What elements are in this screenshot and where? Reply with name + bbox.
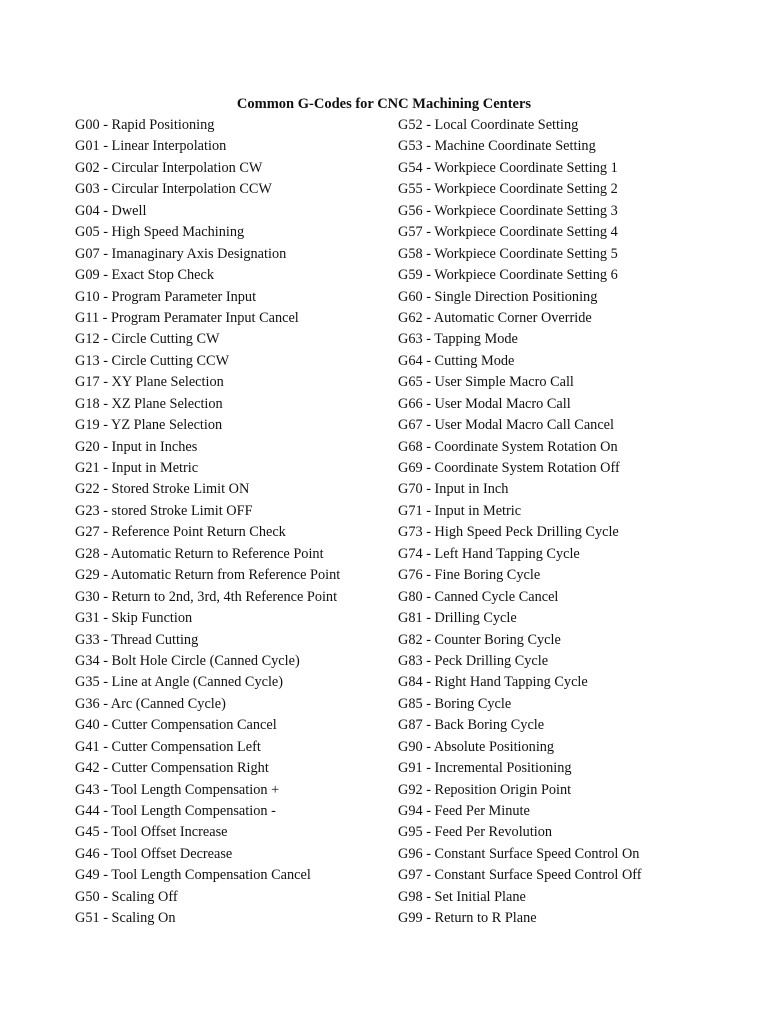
gcode-list-item: G40 - Cutter Compensation Cancel	[75, 717, 277, 734]
gcode-list-item: G68 - Coordinate System Rotation On	[398, 438, 618, 455]
gcode-list-item: G46 - Tool Offset Decrease	[75, 845, 233, 862]
gcode-list-item: G23 - stored Stroke Limit OFF	[75, 502, 253, 519]
gcode-list-item: G92 - Reposition Origin Point	[398, 781, 572, 798]
right-code-column	[398, 115, 738, 930]
gcode-list-item: G98 - Set Initial Plane	[398, 888, 526, 905]
gcode-list-item: G49 - Tool Length Compensation Cancel	[75, 867, 311, 884]
gcode-list-item: G11 - Program Peramater Input Cancel	[75, 309, 299, 326]
gcode-list-item: G62 - Automatic Corner Override	[398, 309, 592, 326]
gcode-list-item: G55 - Workpiece Coordinate Setting 2	[398, 181, 618, 198]
gcode-list-item: G95 - Feed Per Revolution	[398, 824, 553, 841]
gcode-list-item: G50 - Scaling Off	[75, 888, 178, 905]
gcode-list-item: G43 - Tool Length Compensation +	[75, 781, 280, 798]
gcode-list-item: G94 - Feed Per Minute	[398, 803, 530, 819]
gcode-list-item: G42 - Cutter Compensation Right	[75, 760, 269, 777]
gcode-list-item: G02 - Circular Interpolation CW	[75, 159, 263, 176]
gcode-list-item: G87 - Back Boring Cycle	[398, 717, 545, 734]
gcode-list-item: G12 - Circle Cutting CW	[75, 331, 220, 348]
gcode-list-item: G45 - Tool Offset Increase	[75, 824, 228, 841]
gcode-list-item: G65 - User Simple Macro Call	[398, 374, 574, 391]
gcode-list-item: G85 - Boring Cycle	[398, 695, 512, 712]
gcode-list-item: G41 - Cutter Compensation Left	[75, 738, 261, 755]
gcode-list-item: G22 - Stored Stroke Limit ON	[75, 481, 250, 498]
gcode-list-item: G97 - Constant Surface Speed Control Off	[398, 867, 642, 884]
gcode-list-item: G20 - Input in Inches	[75, 438, 198, 455]
gcode-list-item: G52 - Local Coordinate Setting	[398, 117, 579, 133]
document-title: Common G-Codes for CNC Machining Centers	[236, 96, 532, 112]
gcode-list-item: G51 - Scaling On	[75, 910, 176, 927]
gcode-list-item: G96 - Constant Surface Speed Control On	[398, 845, 640, 862]
gcode-list-item: G54 - Workpiece Coordinate Setting 1	[398, 159, 618, 176]
gcode-list-item: G80 - Canned Cycle Cancel	[398, 588, 559, 605]
gcode-list-item: G56 - Workpiece Coordinate Setting 3	[398, 202, 618, 219]
gcode-list-item: G82 - Counter Boring Cycle	[398, 631, 561, 648]
gcode-list-item: G64 - Cutting Mode	[398, 352, 515, 369]
gcode-list-item: G01 - Linear Interpolation	[75, 138, 227, 155]
gcode-list-item: G58 - Workpiece Coordinate Setting 5	[398, 245, 618, 262]
gcode-list-item: G05 - High Speed Machining	[75, 224, 245, 241]
gcode-list-item: G10 - Program Parameter Input	[75, 288, 257, 305]
gcode-list-item: G34 - Bolt Hole Circle (Canned Cycle)	[75, 652, 300, 669]
gcode-list-item: G69 - Coordinate System Rotation Off	[398, 460, 620, 476]
gcode-list-item: G59 - Workpiece Coordinate Setting 6	[398, 267, 618, 284]
gcode-list-item: G63 - Tapping Mode	[398, 331, 518, 348]
gcode-list-item: G19 - YZ Plane Selection	[75, 417, 223, 434]
gcode-list-item: G09 - Exact Stop Check	[75, 267, 214, 284]
gcode-list-item: G13 - Circle Cutting CCW	[75, 352, 230, 369]
gcode-list-item: G99 - Return to R Plane	[398, 910, 537, 927]
gcode-list-item: G83 - Peck Drilling Cycle	[398, 652, 549, 669]
gcode-list-item: G67 - User Modal Macro Call Cancel	[398, 417, 614, 434]
gcode-list-item: G74 - Left Hand Tapping Cycle	[398, 545, 580, 562]
gcode-list-item: G33 - Thread Cutting	[75, 631, 199, 648]
gcode-list-item: G04 - Dwell	[75, 202, 147, 219]
gcode-list-item: G60 - Single Direction Positioning	[398, 288, 598, 305]
gcode-list-item: G35 - Line at Angle (Canned Cycle)	[75, 674, 284, 691]
gcode-list-item: G57 - Workpiece Coordinate Setting 4	[398, 224, 618, 241]
gcode-list-item: G44 - Tool Length Compensation -	[75, 803, 276, 819]
gcode-list-item: G36 - Arc (Canned Cycle)	[75, 695, 226, 712]
gcode-list-item: G07 - Imanaginary Axis Designation	[75, 245, 287, 262]
gcode-list-item: G03 - Circular Interpolation CCW	[75, 181, 272, 198]
gcode-list-item: G28 - Automatic Return to Reference Point	[75, 545, 324, 562]
gcode-list-item: G71 - Input in Metric	[398, 502, 522, 519]
gcode-list-item: G18 - XZ Plane Selection	[75, 395, 223, 412]
gcode-list-item: G91 - Incremental Positioning	[398, 760, 572, 777]
gcode-list-item: G73 - High Speed Peck Drilling Cycle	[398, 524, 619, 541]
gcode-list-item: G21 - Input in Metric	[75, 460, 199, 476]
gcode-list-item: G81 - Drilling Cycle	[398, 610, 517, 627]
gcode-list-item: G53 - Machine Coordinate Setting	[398, 138, 596, 155]
gcode-list-item: G90 - Absolute Positioning	[398, 738, 555, 755]
gcode-list-item: G30 - Return to 2nd, 3rd, 4th Reference Point	[75, 588, 338, 605]
left-code-column	[75, 115, 385, 930]
gcode-list-item: G27 - Reference Point Return Check	[75, 524, 286, 541]
gcode-list-item: G00 - Rapid Positioning	[75, 117, 215, 133]
gcode-list-item: G17 - XY Plane Selection	[75, 374, 224, 391]
gcode-list-item: G29 - Automatic Return from Reference Point	[75, 567, 341, 584]
gcode-list-item: G66 - User Modal Macro Call	[398, 395, 571, 412]
gcode-list-item: G84 - Right Hand Tapping Cycle	[398, 674, 588, 691]
gcode-list-item: G31 - Skip Function	[75, 610, 193, 627]
gcode-list-item: G70 - Input in Inch	[398, 481, 509, 498]
gcode-list-item: G76 - Fine Boring Cycle	[398, 567, 541, 584]
